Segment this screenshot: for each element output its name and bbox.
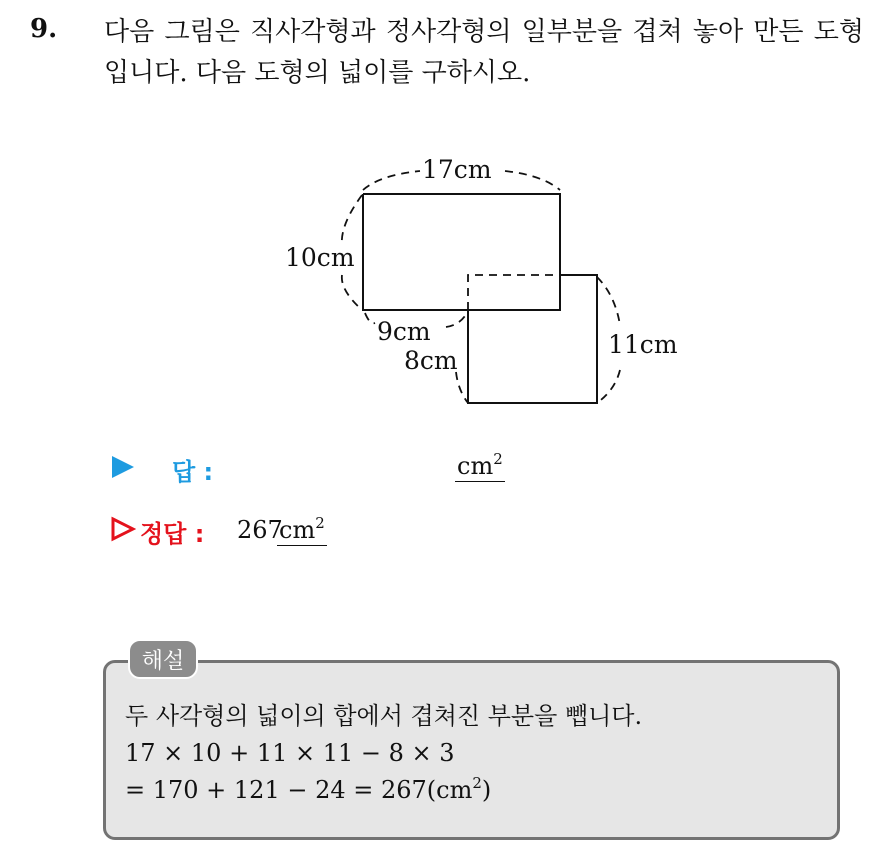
correct-answer-row xyxy=(110,512,530,552)
explanation-lines xyxy=(125,698,642,809)
brace-overlap-bottom xyxy=(365,313,375,323)
brace-overlap-bottom-right xyxy=(446,313,467,327)
question-text: 다음 그림은 직사각형과 정사각형의 일부분을 겹쳐 놓아 만든 도형입니다. 다음 도형의 넓이를 구하시오. xyxy=(104,17,864,88)
answer-unit-exponent: 2 xyxy=(493,450,503,468)
play-triangle-icon xyxy=(110,454,136,480)
explanation-tag: 해설 xyxy=(128,639,198,679)
explanation-line-3 xyxy=(125,772,642,809)
label-overlap-left: 8cm xyxy=(404,346,458,375)
label-right-length: 11cm xyxy=(608,330,678,359)
correct-answer-label: 정답 : xyxy=(140,520,205,548)
label-top-length: 17cm xyxy=(422,155,492,184)
label-overlap-bottom: 9cm xyxy=(377,317,431,346)
explanation-line-3-unit-exponent: 2 xyxy=(472,774,482,792)
correct-unit-exponent: 2 xyxy=(315,514,325,532)
overlap-dashed-outline xyxy=(468,275,560,310)
square-solid-outline xyxy=(468,275,597,403)
answer-unit-base: cm xyxy=(457,452,494,480)
question-number: 9. xyxy=(30,14,58,44)
figure-diagram xyxy=(270,145,690,420)
outline-triangle-icon xyxy=(110,516,136,542)
correct-unit-base: cm xyxy=(279,516,316,544)
correct-answer-value: 267 xyxy=(237,516,283,544)
label-left-length: 10cm xyxy=(285,243,355,272)
explanation-line-1: 두 사각형의 넓이의 합에서 겹쳐진 부분을 뺍니다. xyxy=(125,702,643,730)
answer-unit[interactable] xyxy=(455,452,505,482)
brace-overlap-left xyxy=(456,372,468,403)
explanation-line-3-suffix: ) xyxy=(481,776,492,804)
explanation-line-3-unit-base: cm xyxy=(436,776,473,804)
brace-top xyxy=(363,171,420,190)
explanation-line-2: 17 × 10 + 11 × 11 − 8 × 3 xyxy=(125,739,455,767)
correct-answer-unit xyxy=(277,516,327,546)
answer-label: 답 : xyxy=(172,458,214,486)
answer-row xyxy=(110,450,530,490)
explanation-line-3-prefix: = 170 + 121 − 24 = 267( xyxy=(125,776,437,804)
rectangle-solid-outline xyxy=(363,194,560,310)
brace-top-right xyxy=(505,171,560,190)
